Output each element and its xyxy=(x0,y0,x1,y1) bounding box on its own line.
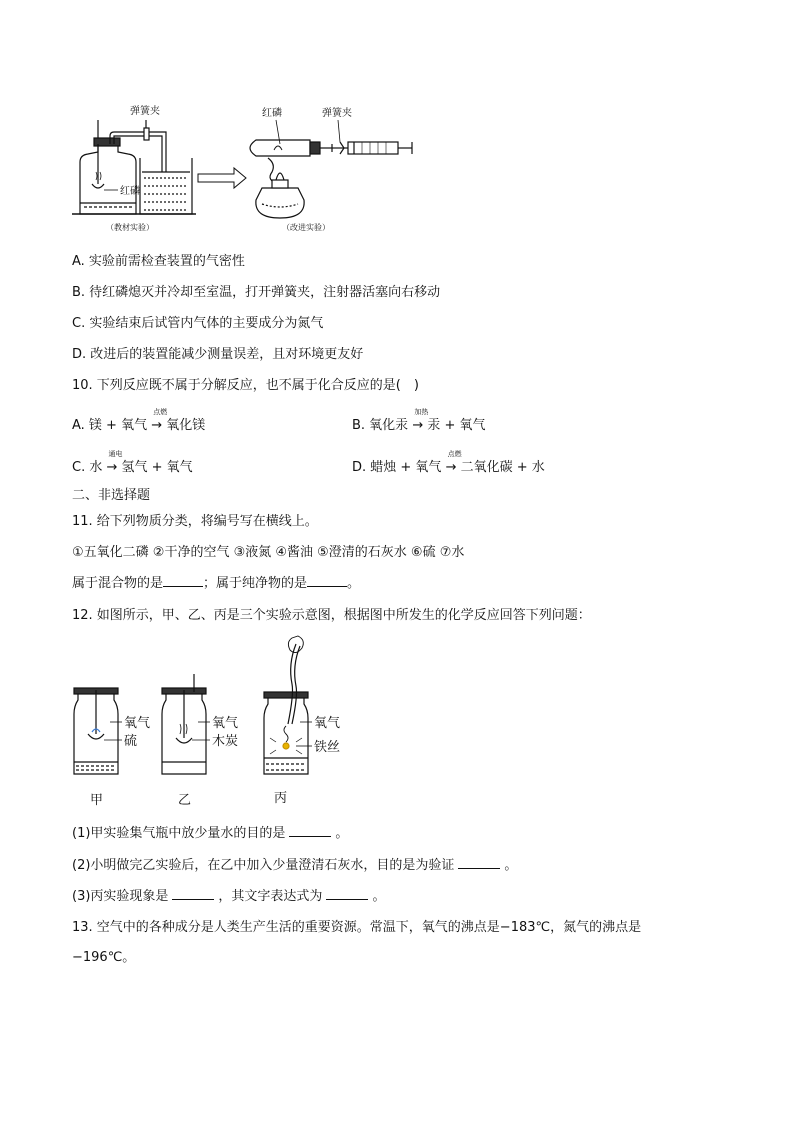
option-c-products: 氢气 + 氧气 xyxy=(117,460,193,475)
label-bing-gas: 氧气 xyxy=(314,716,341,731)
answer-blank[interactable] xyxy=(326,887,368,900)
option-a-reactants: A. 镁 + 氧气 xyxy=(72,418,152,433)
condition-heat: 加热 xyxy=(414,408,429,416)
q10-stem: 10. 下列反应既不属于分解反应，也不属于化合反应的是( ) xyxy=(72,378,419,393)
caption-yi: 乙 xyxy=(178,793,192,808)
label-jia-substance: 硫 xyxy=(124,734,138,749)
label-yi-gas: 氧气 xyxy=(212,716,239,731)
part-3-text-b: ，其文字表达式为 xyxy=(218,889,323,904)
section-title: 二、非选择题 xyxy=(72,488,151,503)
label-jia-gas: 氧气 xyxy=(124,716,151,731)
condition-ignite: 点燃 xyxy=(153,408,168,416)
reaction-arrow: → xyxy=(445,460,457,475)
q12-part-2 xyxy=(72,854,517,873)
caption-textbook: （教材实验） xyxy=(106,223,154,232)
part-end: 。 xyxy=(372,889,386,904)
label-clamp-left: 弹簧夹 xyxy=(130,106,160,117)
fill-label-mixture: 属于混合物的是 xyxy=(72,576,164,591)
caption-improved: （改进实验） xyxy=(282,223,330,232)
q10-option-a xyxy=(72,408,206,433)
figure-combustion-in-oxygen xyxy=(70,634,370,810)
answer-blank[interactable] xyxy=(172,887,214,900)
label-yi-substance: 木炭 xyxy=(212,734,239,749)
part-1-text: (1)甲实验集气瓶中放少量水的目的是 xyxy=(72,826,286,841)
q11-fill xyxy=(72,572,360,591)
option-d-products: 二氧化碳 + 水 xyxy=(456,460,545,475)
caption-jia: 甲 xyxy=(90,793,104,808)
caption-bing: 丙 xyxy=(274,791,288,806)
condition-ignite: 点燃 xyxy=(447,450,462,458)
condition-electrify: 通电 xyxy=(108,450,123,458)
reaction-arrow: → xyxy=(151,418,163,433)
label-phosphorus-left: 红磷 xyxy=(120,186,140,197)
fill-end: 。 xyxy=(347,576,361,591)
q10-option-c xyxy=(72,450,193,475)
label-bing-substance: 铁丝 xyxy=(314,740,341,755)
option-b-reactants: B. 氧化汞 xyxy=(352,418,413,433)
q11-items: ①五氧化二磷 ②干净的空气 ③液氮 ④酱油 ⑤澄清的石灰水 ⑥硫 ⑦水 xyxy=(72,545,465,560)
q13-line-2: −196℃。 xyxy=(72,950,136,965)
part-3-text: (3)丙实验现象是 xyxy=(72,889,169,904)
figure-oxygen-content-apparatus xyxy=(70,100,430,235)
q12-stem: 12. 如图所示，甲、乙、丙是三个实验示意图，根据图中所发生的化学反应回答下列问题： xyxy=(72,608,591,623)
q9-option-a: A. 实验前需检查装置的气密性 xyxy=(72,254,245,269)
label-clamp-right: 弹簧夹 xyxy=(322,108,352,119)
q12-part-3 xyxy=(72,885,385,904)
fill-label-pure: ；属于纯净物的是 xyxy=(203,576,308,591)
option-c-reactants: C. 水 xyxy=(72,460,107,475)
q9-option-b: B. 待红磷熄灭并冷却至室温，打开弹簧夹，注射器活塞向右移动 xyxy=(72,285,441,300)
q11-stem: 11. 给下列物质分类，将编号写在横线上。 xyxy=(72,514,318,529)
label-phosphorus-right: 红磷 xyxy=(262,108,282,119)
reaction-arrow: → xyxy=(106,460,118,475)
part-2-text: (2)小明做完乙实验后，在乙中加入少量澄清石灰水，目的是为验证 xyxy=(72,858,455,873)
part-end: 。 xyxy=(335,826,349,841)
answer-blank[interactable] xyxy=(307,574,347,587)
option-b-products: 汞 + 氧气 xyxy=(423,418,486,433)
answer-blank[interactable] xyxy=(289,824,331,837)
option-d-reactants: D. 蜡烛 + 氧气 xyxy=(352,460,446,475)
part-end: 。 xyxy=(504,858,518,873)
q12-part-1 xyxy=(72,822,348,841)
q9-option-c: C. 实验结束后试管内气体的主要成分为氮气 xyxy=(72,316,324,331)
answer-blank[interactable] xyxy=(458,856,500,869)
option-a-products: 氧化镁 xyxy=(162,418,206,433)
reaction-arrow: → xyxy=(412,418,424,433)
q10-option-d xyxy=(352,450,545,475)
answer-blank[interactable] xyxy=(163,574,203,587)
q13-line-1: 13. 空气中的各种成分是人类生产生活的重要资源。常温下，氧气的沸点是−183℃，氮气的沸点是 xyxy=(72,920,642,935)
q10-option-b xyxy=(352,408,486,433)
q9-option-d: D. 改进后的装置能减少测量误差，且对环境更友好 xyxy=(72,347,364,362)
